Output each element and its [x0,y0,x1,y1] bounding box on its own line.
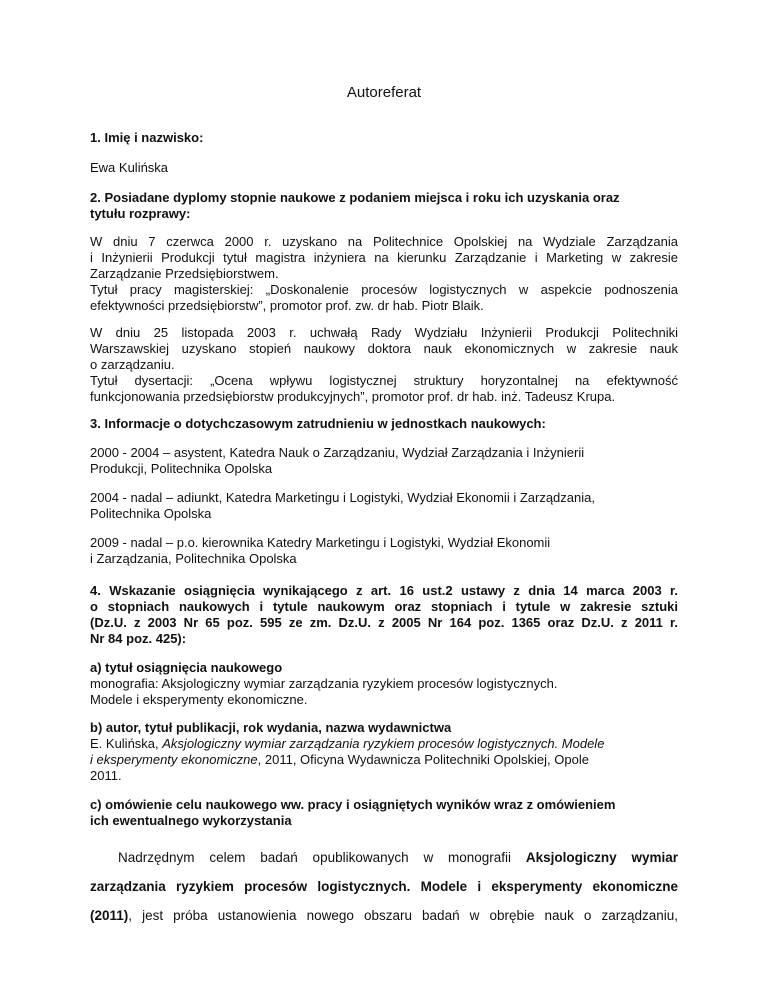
document-title: Autoreferat [346,84,422,101]
author-name: Ewa Kulińska [90,160,169,175]
employment-entry: 2004 - nadal – adiunkt, Katedra Marketingu i Logistyki, Wydział Ekonomii i Zarządzania, Politechnika Opolska [90,490,595,521]
publication-title: i eksperymenty ekonomiczne [90,752,258,767]
section-2-paragraph-1: W dniu 7 czerwca 2000 r. uzyskano na Politechnice Opolskiej na Wydziale Zarządzania i Inżynierii Produkcji tytuł magistra inżyniera na kierunku Zarządzanie i Marketing w zakresie Zarządzanie Przedsiębiorstwem. Tytuł pracy magisterskiej: „Doskonalenie procesów logistycznych w aspekcie podnoszenia efektywności przedsiębiorstw”, promotor prof. zw. dr hab. Piotr Blaik. [90,234,678,313]
employment-entry: 2009 - nadal – p.o. kierownika Katedry Marketingu i Logistyki, Wydział Ekonomii i Zarządzania, Politechnika Opolska [90,535,551,566]
section-3-heading: 3. Informacje o dotychczasowym zatrudnieniu w jednostkach naukowych: [90,416,546,431]
section-1-heading: 1. Imię i nazwisko: [90,130,204,145]
subsection-a-heading: a) tytuł osiągnięcia naukowego [90,660,283,675]
section-2-heading: 2. Posiadane dyplomy stopnie naukowe z podaniem miejsca i roku ich uzyskania oraz tytułu rozprawy: [90,190,620,221]
publication-title: Aksjologiczny wymiar zarządzania ryzykiem procesów logistycznych. Modele [162,736,605,751]
section-2-paragraph-2: W dniu 25 listopada 2003 r. uchwałą Rady Wydziału Inżynierii Produkcji Politechniki Warszawskiej uzyskano stopień naukowy doktora nauk ekonomicznych w zakresie nauk o zarządzaniu. Tytuł dysertacji: „Ocena wpływu logistycznej struktury horyzontalnej na efektywność funkcjonowania przedsiębiorstw produkcyjnych”, promotor prof. dr hab. inż. Tadeusz Krupa. [90,325,678,404]
subsection-b-heading: b) autor, tytuł publikacji, rok wydania, nazwa wydawnictwa [90,720,452,735]
subsection-c-heading: c) omówienie celu naukowego ww. pracy i osiągniętych wyników wraz z omówieniem ich ewentualnego wykorzystania [90,797,616,828]
subsection-a: a) tytuł osiągnięcia naukowego monografia: Aksjologiczny wymiar zarządzania ryzykiem procesów logistycznych. Modele i eksperymenty ekonomiczne. [90,660,678,708]
section-4-heading: 4. Wskazanie osiągnięcia wynikającego z art. 16 ust.2 ustawy z dnia 14 marca 2003 r. o stopniach naukowych i tytule naukowym oraz stopniach i tytule w zakresie sztuki (Dz.U. z 2003 Nr 65 poz. 595 ze zm. Dz.U. z 2005 Nr 164 poz. 1365 oraz Dz.U. z 2011 r. Nr 84 poz. 425): [90,583,678,646]
subsection-b: b) autor, tytuł publikacji, rok wydania, nazwa wydawnictwa E. Kulińska, Aksjologiczny wymiar zarządzania ryzykiem procesów logistycznych. Modele i eksperymenty ekonomiczne, 2011, Oficyna Wydawnicza Politechniki Opolskiej, Opole 2011. [90,720,678,784]
body-paragraph: Nadrzędnym celem badań opublikowanych w monografii Aksjologiczny wymiar zarządzania ryzykiem procesów logistycznych. Modele i eksperymenty ekonomiczne (2011), jest próba ustanowienia nowego obszaru badań w obrębie nauk o zarządzaniu, [90,850,678,923]
employment-entry: 2000 - 2004 – asystent, Katedra Nauk o Zarządzaniu, Wydział Zarządzania i Inżynierii Produkcji, Politechnika Opolska [90,445,585,476]
